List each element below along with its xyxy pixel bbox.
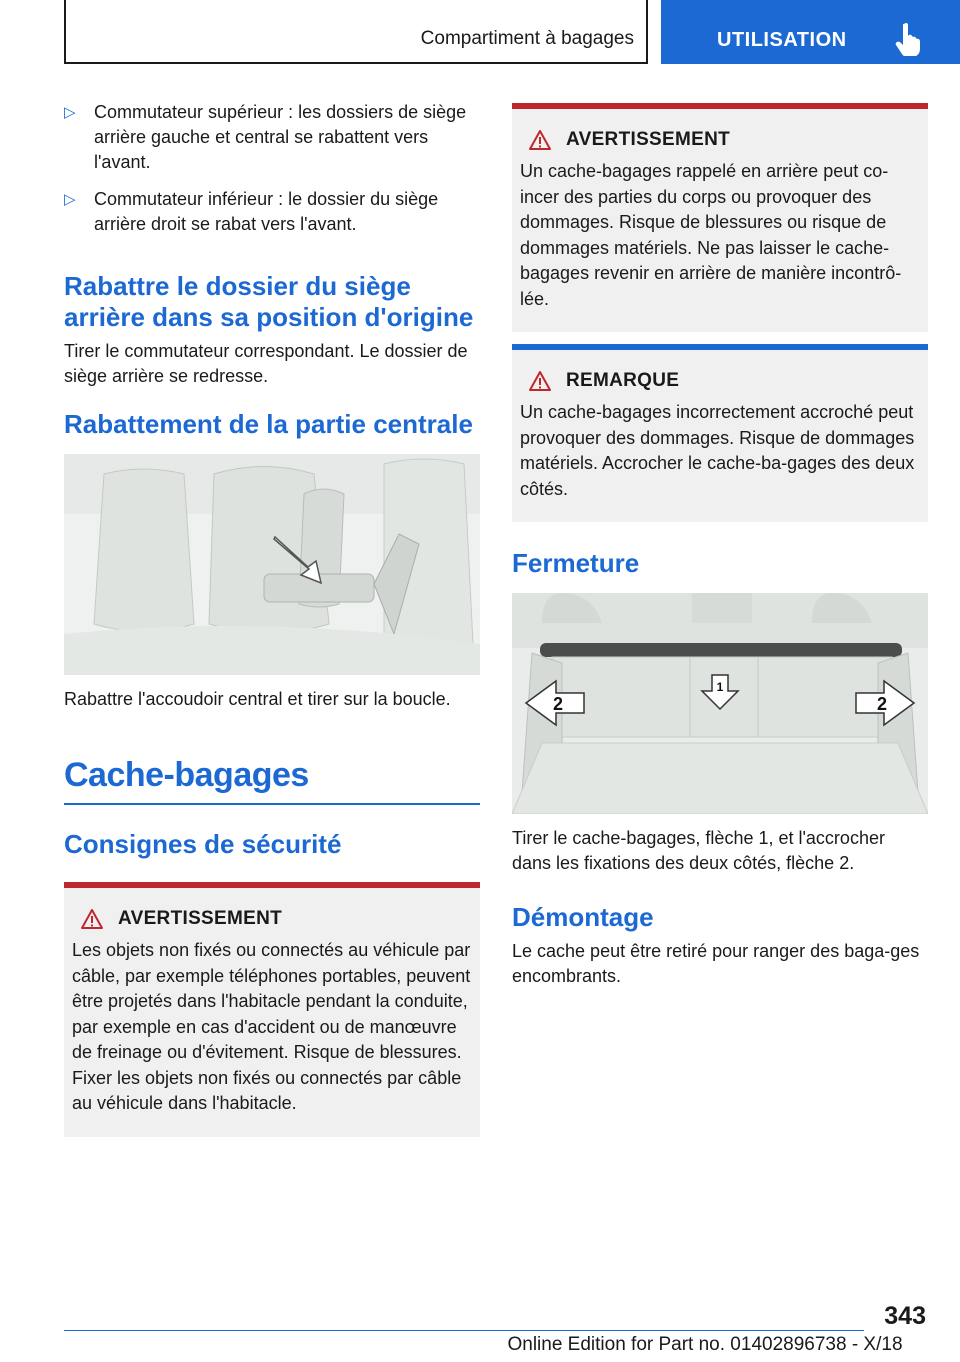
caption-fermeture: Tirer le cache-bagages, flèche 1, et l'accrocher dans les fixations des deux côtés, flèche 2. — [512, 828, 885, 873]
warning-text: Les objets non fixés ou connectés au véhicule par câble, par exemple téléphones portables, peuvent être projetés dans l'habitacle pendant la conduite, par exemple en cas d'accident ou de manœuvre de freinage ou d'évitement. Risque de blessures. Fixer les objets non fixés ou connectés par câble au véhicule dans l'habitacle. — [72, 940, 471, 1113]
note-box — [512, 344, 928, 522]
heading-cache-bagages: Cache-bagages — [64, 756, 309, 794]
right-column — [512, 103, 928, 989]
edition-text: Online Edition for Part no. 01402896738 - X/18 — [507, 1334, 903, 1355]
warning-box — [64, 882, 480, 1137]
page-number: 343 — [884, 1302, 926, 1330]
caption-accoudoir: Rabattre l'accoudoir central et tirer sur la boucle. — [64, 689, 451, 709]
warning-title: AVERTISSEMENT — [566, 129, 731, 150]
triangle-bullet-icon: ▷ — [64, 104, 76, 121]
warning-triangle-icon — [528, 129, 552, 151]
paragraph-demontage: Le cache peut être retiré pour ranger des baga-ges encombrants. — [512, 941, 920, 986]
warning-text: Un cache-bagages rappelé en arrière peut co-incer des parties du corps ou provoquer des dommages. Risque de blessures ou risque de dommages matériels. Ne pas laisser le cache-bagages revenir en arrière de manière incontrô-lée. — [520, 161, 902, 309]
footer-rule — [64, 1330, 864, 1331]
warning-header — [520, 127, 920, 153]
note-header — [520, 368, 920, 394]
note-text: Un cache-bagages incorrectement accroché peut provoquer des dommages. Risque de dommages matériels. Accrocher le cache-ba-gages des deux côtés. — [520, 402, 915, 499]
heading-partie-centrale: Rabattement de la partie centrale — [64, 409, 473, 439]
section-title: Compartiment à bagages — [420, 28, 634, 49]
header-section-box — [64, 0, 648, 64]
heading-rule — [64, 803, 480, 805]
heading-demontage: Démontage — [512, 902, 654, 932]
paragraph-rabattre: Tirer le commutateur correspondant. Le dossier de siège arrière se redresse. — [64, 341, 468, 386]
heading-consignes: Consignes de sécurité — [64, 829, 342, 859]
list-item — [64, 187, 480, 237]
arrow-2-left-label: 2 — [552, 694, 564, 714]
arrow-1-label: 1 — [716, 680, 724, 694]
left-column — [64, 100, 480, 1137]
arrow-2-right-label: 2 — [876, 694, 888, 714]
list-item-text: Commutateur supérieur : les dossiers de siège arrière gauche et central se rabattent vers l'avant. — [94, 102, 467, 172]
warning-header — [72, 906, 472, 932]
warning-box — [512, 103, 928, 332]
hand-pointer-icon — [895, 22, 921, 56]
list-item-text: Commutateur inférieur : le dossier du siège arrière droit se rabat vers l'avant. — [94, 189, 439, 234]
warning-triangle-icon — [80, 908, 104, 930]
warning-triangle-icon — [528, 370, 552, 392]
chapter-tab[interactable] — [661, 0, 960, 64]
luggage-cover-figure — [512, 593, 928, 814]
note-title: REMARQUE — [566, 370, 680, 391]
rear-seat-armrest-figure — [64, 454, 480, 675]
heading-fermeture: Fermeture — [512, 548, 640, 578]
triangle-bullet-icon: ▷ — [64, 191, 76, 208]
warning-title: AVERTISSEMENT — [118, 908, 283, 929]
heading-rabattre: Rabattre le dossier du siège arrière dans sa position d'origine — [64, 271, 474, 332]
list-item — [64, 100, 480, 175]
chapter-title: UTILISATION — [717, 29, 847, 51]
